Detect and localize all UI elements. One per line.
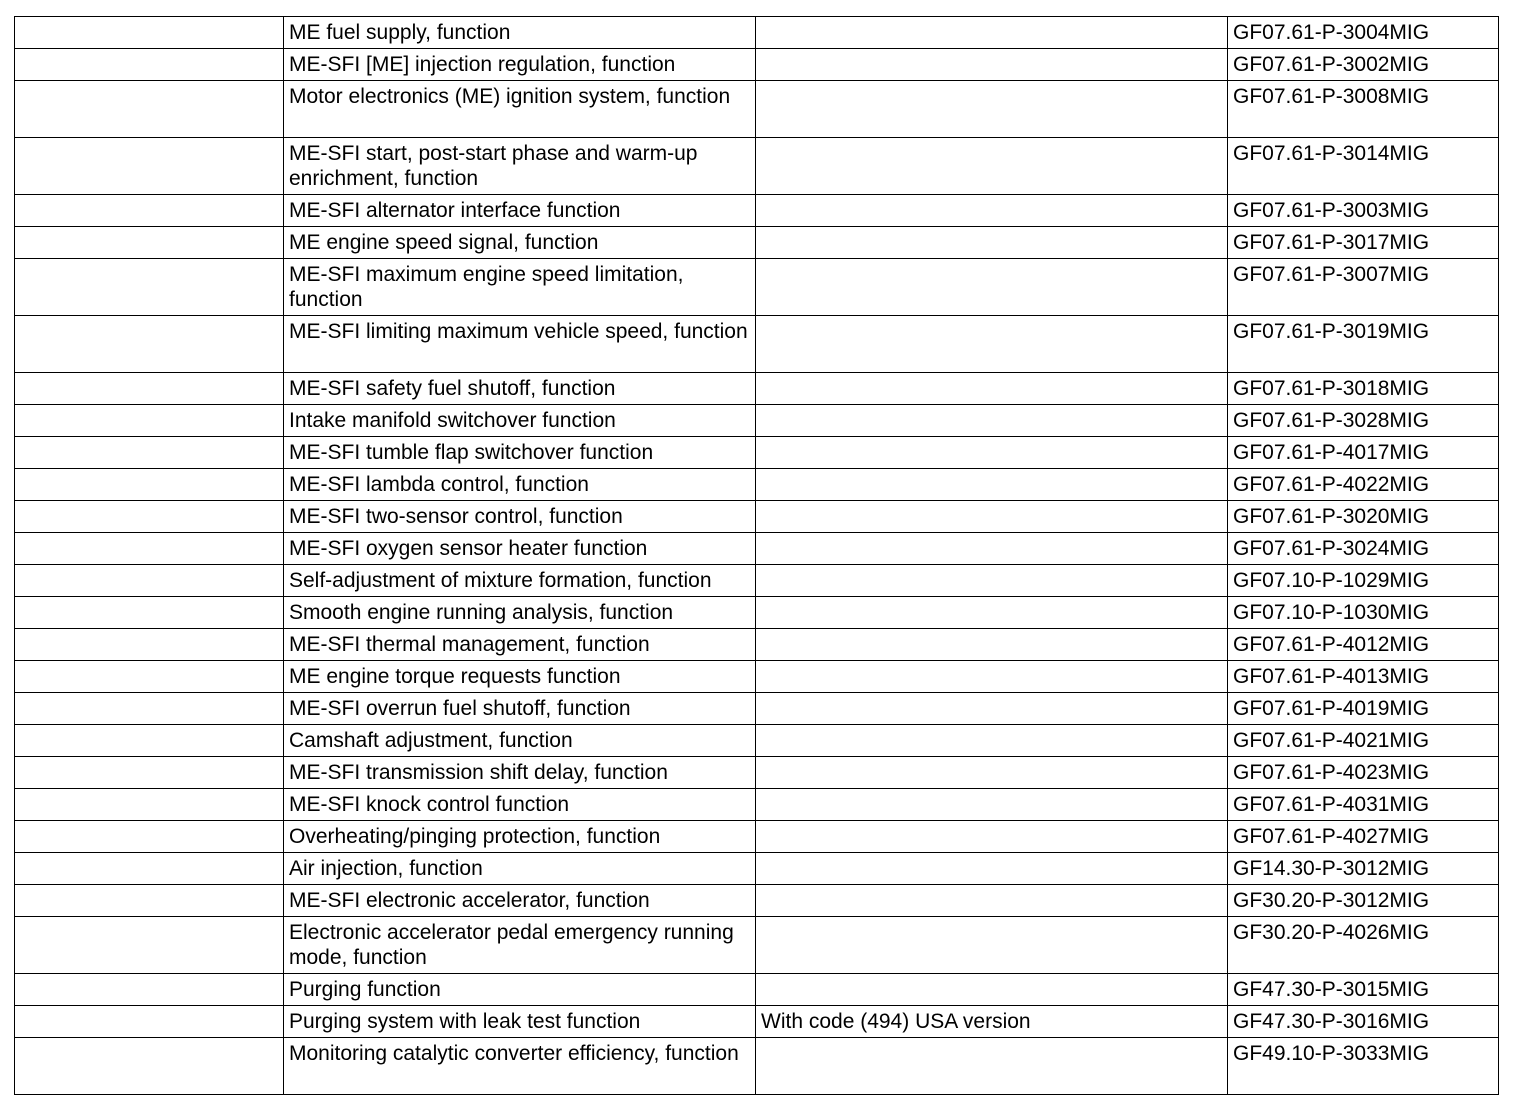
table-row	[15, 405, 1499, 437]
note-cell	[756, 138, 1228, 195]
note-cell	[756, 597, 1228, 629]
blank-cell	[15, 629, 284, 661]
note-cell	[756, 259, 1228, 316]
blank-cell	[15, 501, 284, 533]
table-row	[15, 373, 1499, 405]
function-name-cell: ME engine torque requests function	[284, 661, 756, 693]
function-name-cell: Electronic accelerator pedal emergency running mode, function	[284, 917, 756, 974]
function-name-cell: Camshaft adjustment, function	[284, 725, 756, 757]
document-number-cell: GF07.61-P-3002MIG	[1228, 49, 1499, 81]
function-name-cell: ME-SFI tumble flap switchover function	[284, 437, 756, 469]
function-name-cell: ME engine speed signal, function	[284, 227, 756, 259]
table-row	[15, 1006, 1499, 1038]
document-number-cell: GF07.61-P-4027MIG	[1228, 821, 1499, 853]
document-number-cell: GF07.61-P-3019MIG	[1228, 316, 1499, 373]
document-number-cell: GF14.30-P-3012MIG	[1228, 853, 1499, 885]
note-cell	[756, 917, 1228, 974]
document-number-cell: GF30.20-P-3012MIG	[1228, 885, 1499, 917]
function-name-cell: Overheating/pinging protection, function	[284, 821, 756, 853]
note-cell	[756, 195, 1228, 227]
blank-cell	[15, 138, 284, 195]
document-number-cell: GF30.20-P-4026MIG	[1228, 917, 1499, 974]
table-row	[15, 693, 1499, 725]
document-number-cell: GF07.61-P-3028MIG	[1228, 405, 1499, 437]
blank-cell	[15, 227, 284, 259]
note-cell	[756, 789, 1228, 821]
function-name-cell: ME-SFI electronic accelerator, function	[284, 885, 756, 917]
table-body	[15, 17, 1499, 1095]
note-cell	[756, 821, 1228, 853]
table-row	[15, 227, 1499, 259]
note-cell	[756, 725, 1228, 757]
function-name-cell: ME-SFI two-sensor control, function	[284, 501, 756, 533]
document-number-cell: GF47.30-P-3015MIG	[1228, 974, 1499, 1006]
document-number-cell: GF07.61-P-3003MIG	[1228, 195, 1499, 227]
table-row	[15, 597, 1499, 629]
blank-cell	[15, 661, 284, 693]
document-number-cell: GF07.61-P-3004MIG	[1228, 17, 1499, 49]
table-row	[15, 49, 1499, 81]
table-row	[15, 853, 1499, 885]
table-row	[15, 565, 1499, 597]
document-number-cell: GF07.61-P-3008MIG	[1228, 81, 1499, 138]
blank-cell	[15, 821, 284, 853]
document-number-cell: GF07.10-P-1029MIG	[1228, 565, 1499, 597]
note-cell	[756, 81, 1228, 138]
function-name-cell: Intake manifold switchover function	[284, 405, 756, 437]
function-name-cell: ME-SFI safety fuel shutoff, function	[284, 373, 756, 405]
blank-cell	[15, 853, 284, 885]
document-number-cell: GF07.61-P-3007MIG	[1228, 259, 1499, 316]
note-cell	[756, 974, 1228, 1006]
note-cell	[756, 316, 1228, 373]
table-row	[15, 974, 1499, 1006]
blank-cell	[15, 1038, 284, 1095]
table-row	[15, 789, 1499, 821]
blank-cell	[15, 565, 284, 597]
note-cell	[756, 49, 1228, 81]
note-cell	[756, 17, 1228, 49]
note-cell	[756, 885, 1228, 917]
blank-cell	[15, 1006, 284, 1038]
note-cell	[756, 629, 1228, 661]
document-number-cell: GF07.61-P-3014MIG	[1228, 138, 1499, 195]
blank-cell	[15, 259, 284, 316]
note-cell	[756, 227, 1228, 259]
document-number-cell: GF07.61-P-4019MIG	[1228, 693, 1499, 725]
function-name-cell: ME-SFI overrun fuel shutoff, function	[284, 693, 756, 725]
note-cell	[756, 565, 1228, 597]
note-cell	[756, 661, 1228, 693]
table-row	[15, 469, 1499, 501]
note-cell	[756, 757, 1228, 789]
blank-cell	[15, 373, 284, 405]
blank-cell	[15, 469, 284, 501]
table-row	[15, 138, 1499, 195]
blank-cell	[15, 437, 284, 469]
function-name-cell: Self-adjustment of mixture formation, function	[284, 565, 756, 597]
note-cell	[756, 501, 1228, 533]
blank-cell	[15, 405, 284, 437]
function-reference-table	[14, 16, 1499, 1095]
function-name-cell: ME-SFI knock control function	[284, 789, 756, 821]
table-row	[15, 195, 1499, 227]
function-name-cell: Monitoring catalytic converter efficiency, function	[284, 1038, 756, 1095]
blank-cell	[15, 81, 284, 138]
blank-cell	[15, 885, 284, 917]
document-number-cell: GF07.61-P-4031MIG	[1228, 789, 1499, 821]
function-name-cell: Smooth engine running analysis, function	[284, 597, 756, 629]
function-name-cell: Motor electronics (ME) ignition system, function	[284, 81, 756, 138]
function-name-cell: ME-SFI transmission shift delay, function	[284, 757, 756, 789]
function-name-cell: ME-SFI maximum engine speed limitation, function	[284, 259, 756, 316]
note-cell	[756, 693, 1228, 725]
table-row	[15, 917, 1499, 974]
function-name-cell: Purging system with leak test function	[284, 1006, 756, 1038]
table-row	[15, 629, 1499, 661]
table-row	[15, 81, 1499, 138]
function-name-cell: Air injection, function	[284, 853, 756, 885]
document-number-cell: GF07.10-P-1030MIG	[1228, 597, 1499, 629]
blank-cell	[15, 757, 284, 789]
blank-cell	[15, 789, 284, 821]
blank-cell	[15, 693, 284, 725]
blank-cell	[15, 17, 284, 49]
document-number-cell: GF07.61-P-4017MIG	[1228, 437, 1499, 469]
document-number-cell: GF07.61-P-3024MIG	[1228, 533, 1499, 565]
document-number-cell: GF07.61-P-4022MIG	[1228, 469, 1499, 501]
note-cell	[756, 533, 1228, 565]
blank-cell	[15, 974, 284, 1006]
document-number-cell: GF07.61-P-3020MIG	[1228, 501, 1499, 533]
note-cell: With code (494) USA version	[756, 1006, 1228, 1038]
function-name-cell: ME-SFI alternator interface function	[284, 195, 756, 227]
note-cell	[756, 405, 1228, 437]
function-name-cell: ME-SFI lambda control, function	[284, 469, 756, 501]
table-row	[15, 533, 1499, 565]
document-number-cell: GF07.61-P-4012MIG	[1228, 629, 1499, 661]
function-name-cell: ME-SFI [ME] injection regulation, function	[284, 49, 756, 81]
blank-cell	[15, 917, 284, 974]
table-row	[15, 885, 1499, 917]
document-number-cell: GF47.30-P-3016MIG	[1228, 1006, 1499, 1038]
table-row	[15, 501, 1499, 533]
note-cell	[756, 373, 1228, 405]
blank-cell	[15, 725, 284, 757]
table-row	[15, 316, 1499, 373]
document-number-cell: GF49.10-P-3033MIG	[1228, 1038, 1499, 1095]
note-cell	[756, 469, 1228, 501]
document-number-cell: GF07.61-P-4023MIG	[1228, 757, 1499, 789]
blank-cell	[15, 597, 284, 629]
document-number-cell: GF07.61-P-4021MIG	[1228, 725, 1499, 757]
blank-cell	[15, 533, 284, 565]
function-name-cell: ME-SFI start, post-start phase and warm-up enrichment, function	[284, 138, 756, 195]
table-row	[15, 17, 1499, 49]
function-name-cell: ME-SFI oxygen sensor heater function	[284, 533, 756, 565]
table-row	[15, 1038, 1499, 1095]
table-row	[15, 821, 1499, 853]
note-cell	[756, 437, 1228, 469]
note-cell	[756, 853, 1228, 885]
function-name-cell: ME fuel supply, function	[284, 17, 756, 49]
blank-cell	[15, 316, 284, 373]
table-row	[15, 725, 1499, 757]
function-name-cell: ME-SFI thermal management, function	[284, 629, 756, 661]
table-row	[15, 437, 1499, 469]
blank-cell	[15, 195, 284, 227]
table-row	[15, 661, 1499, 693]
document-number-cell: GF07.61-P-3018MIG	[1228, 373, 1499, 405]
document-number-cell: GF07.61-P-3017MIG	[1228, 227, 1499, 259]
document-number-cell: GF07.61-P-4013MIG	[1228, 661, 1499, 693]
blank-cell	[15, 49, 284, 81]
function-name-cell: Purging function	[284, 974, 756, 1006]
function-name-cell: ME-SFI limiting maximum vehicle speed, function	[284, 316, 756, 373]
note-cell	[756, 1038, 1228, 1095]
table-row	[15, 259, 1499, 316]
table-row	[15, 757, 1499, 789]
